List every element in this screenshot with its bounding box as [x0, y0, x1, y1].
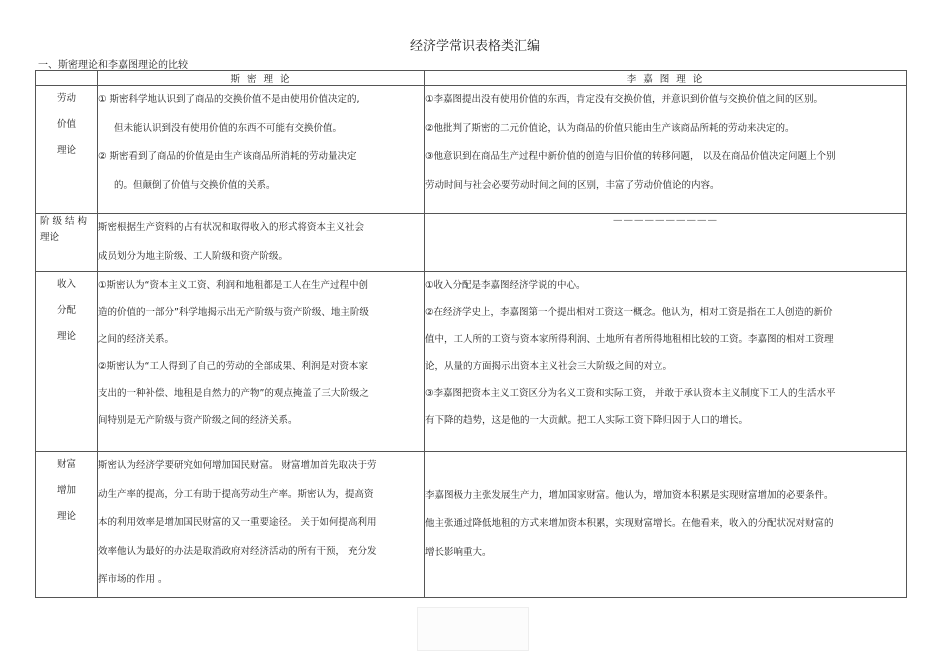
- cell-text: ②在经济学史上，李嘉图第一个提出相对工资这一概念。他认为，相对工资是指在工人创造的新价: [425, 307, 833, 318]
- cell-text: 效率他认为最好的办法是取消政府对经济活动的所有干预， 充分发: [98, 545, 377, 557]
- table-row-labor-value: [36, 86, 907, 214]
- cell-text: 造的价值的一部分”科学地揭示出无产阶级与资产阶级、地主阶级: [98, 307, 369, 318]
- row-label-line: 劳动: [56, 93, 76, 104]
- header-smith: 斯 密 理 论: [98, 71, 425, 86]
- empty-dash: ——————————: [613, 215, 718, 226]
- ricardo-cell: [425, 86, 907, 214]
- cell-text: 本的利用效率是增加国民财富的又一重要途径。 关于如何提高利用: [98, 517, 377, 528]
- row-label-line: 价值: [56, 119, 76, 130]
- cell-text: 李嘉图极力主张发展生产力，增加国家财富。他认为，增加资本积累是实现财富增加的必要条件。: [425, 489, 834, 501]
- table-row-class-structure: [36, 214, 907, 272]
- smith-cell: [98, 272, 425, 452]
- page-footer-mark: [417, 607, 529, 651]
- cell-text: 成员划分为地主阶级、工人阶级和资产阶级。: [98, 250, 289, 262]
- cell-text: 间特别是无产阶级与资产阶级之间的经济关系。: [98, 415, 298, 426]
- cell-text: ③李嘉图把资本主义工资区分为名义工资和实际工资， 并敢于承认资本主义制度下工人的生活水平: [425, 388, 836, 399]
- row-label-line: 增加: [56, 485, 76, 496]
- row-label-line: 理论: [56, 511, 76, 522]
- cell-text: ② 斯密看到了商品的价值是由生产该商品所消耗的劳动量决定: [98, 151, 357, 162]
- cell-text: 值中，工人所的工资与资本家所得利润、土地所有者所得地租相比较的工资。李嘉图的相对工资理: [425, 334, 834, 345]
- cell-text: ①斯密认为“资本主义工资、利润和地租都是工人在生产过程中创: [98, 280, 368, 291]
- row-label: [36, 214, 98, 272]
- header-ricardo: 李 嘉 图 理 论: [425, 71, 907, 86]
- ricardo-cell: [425, 452, 907, 598]
- cell-text: ②他批判了斯密的二元价值论，认为商品的价值只能由生产该商品所耗的劳动来决定的。: [425, 122, 795, 134]
- cell-text: 有下降的趋势，这是他的一大贡献。把工人实际工资下降归因于人口的增长。: [425, 415, 749, 426]
- row-label-line: 分配: [56, 305, 76, 316]
- table-row-wealth-increase: [36, 452, 907, 598]
- cell-text: 之间的经济关系。: [98, 334, 175, 345]
- cell-text: ②斯密认为“工人得到了自己的劳动的全部成果、利润是对资本家: [98, 361, 368, 372]
- row-label-line: 理论: [56, 145, 76, 156]
- row-label-line: 理论: [56, 331, 76, 342]
- cell-text: ①李嘉图提出没有使用价值的东西，肯定没有交换价值，并意识到价值与交换价值之间的区别。: [425, 94, 824, 105]
- cell-text: 他主张通过降低地租的方式来增加资本积累，实现财富增长。在他看来，收入的分配状况对财富的: [425, 518, 834, 530]
- row-label-line: 阶 级 结 构: [40, 216, 88, 227]
- smith-cell: [98, 214, 425, 272]
- comparison-table: [35, 70, 907, 598]
- row-label: [36, 452, 98, 598]
- cell-text: ③他意识到在商品生产过程中新价值的创造与旧价值的转移问题， 以及在商品价值决定问题上个别: [425, 151, 836, 162]
- row-label: [36, 272, 98, 452]
- header-blank: [36, 71, 98, 86]
- ricardo-cell: [425, 214, 907, 272]
- smith-cell: [98, 452, 425, 598]
- row-label: [36, 86, 98, 214]
- row-label-line: 理论: [40, 232, 60, 243]
- cell-text: 斯密认为经济学要研究如何增加国民财富。 财富增加首先取决于劳: [98, 460, 377, 471]
- smith-cell: [98, 86, 425, 214]
- row-label-line: 财富: [56, 459, 76, 470]
- cell-text: ①收入分配是李嘉图经济学说的中心。: [425, 280, 586, 291]
- cell-text: 支出的一种补偿、地租是自然力的产物”的观点掩盖了三大阶级之: [98, 388, 369, 399]
- row-label-line: 收入: [56, 279, 76, 290]
- cell-text: 动生产率的提高，分工有助于提高劳动生产率。斯密认为，提高资: [98, 488, 374, 500]
- cell-text: 斯密根据生产资料的占有状况和取得收入的形式将资本主义社会: [98, 222, 365, 233]
- cell-text: ① 斯密科学地认识到了商品的交换价值不是由使用价值决定的,: [98, 94, 360, 105]
- table-header-row: [36, 71, 907, 86]
- cell-text: 劳动时间与社会必要劳动时间之间的区别，丰富了劳动价值论的内容。: [425, 179, 720, 191]
- cell-text: 增长影响重大。: [425, 546, 492, 558]
- cell-text: 论，从量的方面揭示出资本主义社会三大阶级之间的对立。: [425, 361, 673, 372]
- cell-text: 挥市场的作用 。: [98, 574, 168, 585]
- table-row-income-distribution: [36, 272, 907, 452]
- document-title: 经济学常识表格类汇编: [409, 39, 540, 54]
- cell-text: 的。但颠倒了价值与交换价值的关系。: [114, 179, 276, 191]
- section-heading: 一、斯密理论和李嘉图理论的比较: [38, 60, 188, 71]
- cell-text: 但未能认识到没有使用价值的东西不可能有交换价值。: [114, 122, 343, 134]
- ricardo-cell: [425, 272, 907, 452]
